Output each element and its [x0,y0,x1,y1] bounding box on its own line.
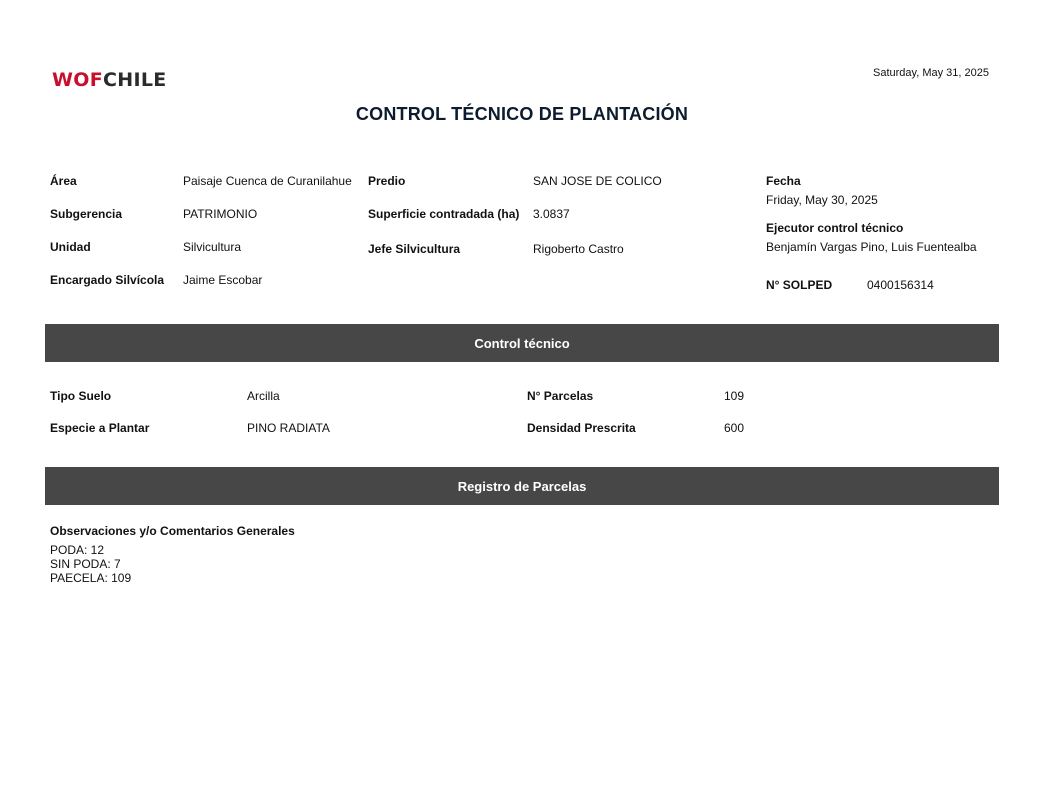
tipo-suelo-label: Tipo Suelo [50,389,112,403]
solped-value: 0400156314 [867,278,934,292]
logo-wof: WOF [52,69,103,91]
parcelas-value: 109 [724,389,745,403]
predio-value: SAN JOSE DE COLICO [533,174,662,188]
encargado-label: Encargado Silvícola [50,273,165,287]
company-logo [52,69,167,91]
unidad-value: Silvicultura [183,240,242,254]
observaciones-text [50,543,131,585]
area-value: Paisaje Cuenca de Curanilahue [183,174,352,188]
densidad-value: 600 [724,421,745,435]
tipo-suelo-value: Arcilla [247,389,280,403]
solped-label: N° SOLPED [766,278,833,292]
subgerencia-label: Subgerencia [50,207,123,221]
obs-line: PODA: 12 [50,543,105,557]
fecha-value: Friday, May 30, 2025 [766,193,878,207]
especie-label: Especie a Plantar [50,421,150,435]
especie-value: PINO RADIATA [247,421,330,435]
jefe-value: Rigoberto Castro [533,242,624,256]
registro-parcelas-header: Registro de Parcelas [45,467,999,505]
obs-line: PAECELA: 109 [50,571,132,585]
obs-line: SIN PODA: 7 [50,557,121,571]
fecha-label: Fecha [766,174,801,188]
ejecutor-label: Ejecutor control técnico [766,221,904,235]
ejecutor-value: Benjamín Vargas Pino, Luis Fuentealba [766,240,977,254]
area-label: Área [50,174,77,188]
logo-chile: CHILE [103,69,167,91]
densidad-label: Densidad Prescrita [527,421,636,435]
print-date: Saturday, May 31, 2025 [873,67,989,79]
superficie-label: Superficie contradada (ha) [368,207,520,221]
parcelas-label: N° Parcelas [527,389,594,403]
predio-label: Predio [368,174,406,188]
jefe-label: Jefe Silvicultura [368,242,461,256]
encargado-value: Jaime Escobar [183,273,263,287]
subgerencia-value: PATRIMONIO [183,207,258,221]
control-tecnico-header: Control técnico [45,324,999,362]
observaciones-label: Observaciones y/o Comentarios Generales [50,524,295,538]
superficie-value: 3.0837 [533,207,570,221]
page-title: CONTROL TÉCNICO DE PLANTACIÓN [355,104,689,124]
unidad-label: Unidad [50,240,91,254]
